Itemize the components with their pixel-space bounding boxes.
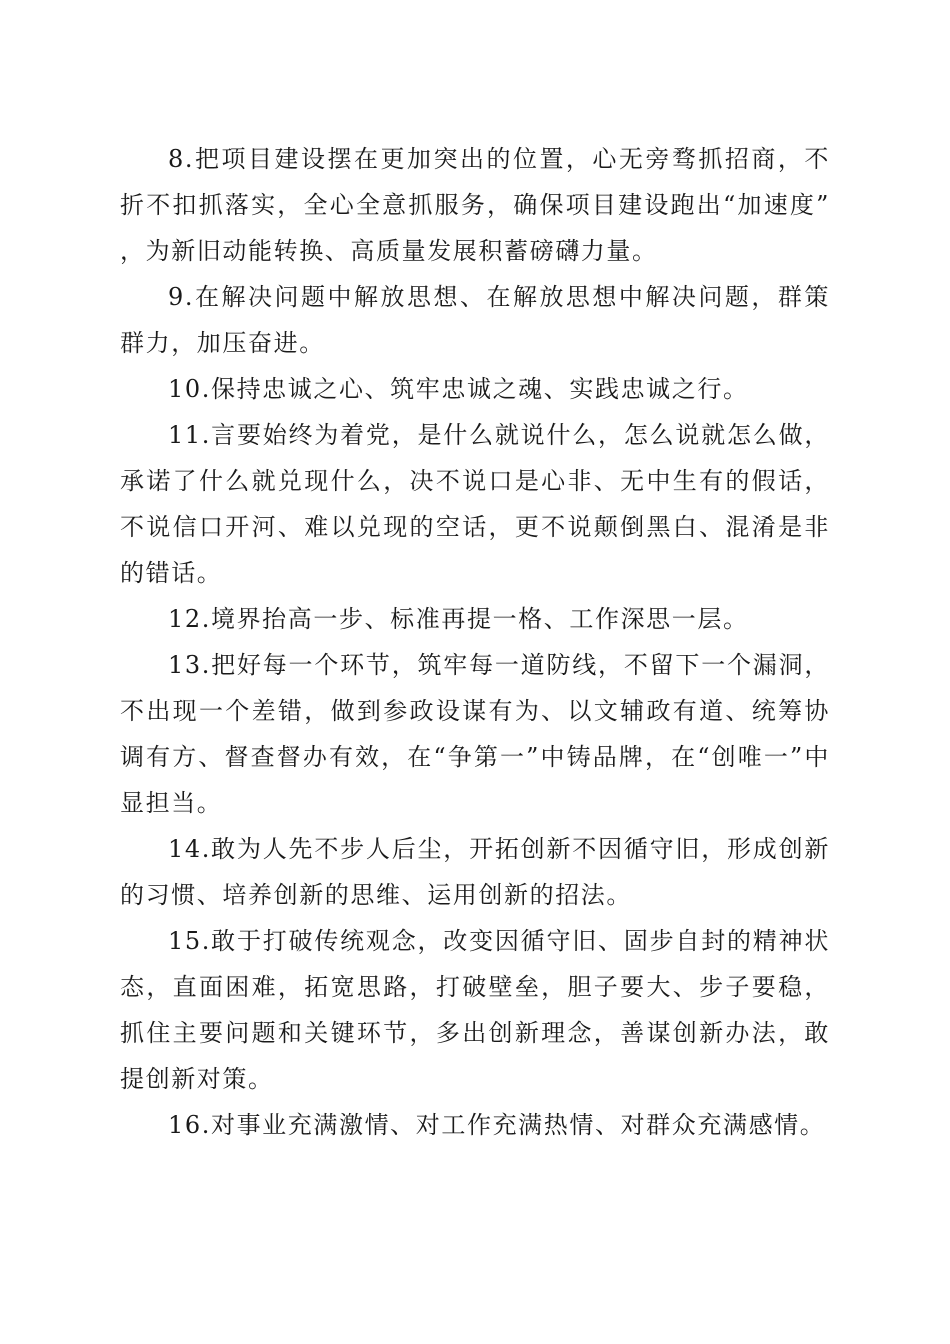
paragraph-13: 13.把好每一个环节，筑牢每一道防线，不留下一个漏洞，不出现一个差错，做到参政设谋有为、以文辅政有道、统筹协调有方、督查督办有效，在“争第一”中铸品牌，在“创唯一”中显担当。 xyxy=(120,651,830,817)
paragraph-15: 15.敢于打破传统观念，改变因循守旧、固步自封的精神状态，直面困难，拓宽思路，打破壁垒，胆子要大、步子要稳，抓住主要问题和关键环节，多出创新理念，善谋创新办法，敢提创新对策。 xyxy=(120,927,830,1093)
document-body xyxy=(120,136,830,1148)
paragraph-16: 16.对事业充满激情、对工作充满热情、对群众充满感情。 xyxy=(168,1111,826,1139)
paragraph-10: 10.保持忠诚之心、筑牢忠诚之魂、实践忠诚之行。 xyxy=(168,375,749,403)
paragraph-11: 11.言要始终为着党，是什么就说什么，怎么说就怎么做，承诺了什么就兑现什么，决不说口是心非、无中生有的假话，不说信口开河、难以兑现的空话，更不说颠倒黑白、混淆是非的错话。 xyxy=(120,421,830,587)
paragraph-8: 8.把项目建设摆在更加突出的位置，心无旁骛抓招商，不折不扣抓落实，全心全意抓服务，确保项目建设跑出“加速度”，为新旧动能转换、高质量发展积蓄磅礴力量。 xyxy=(120,145,830,265)
paragraph-12: 12.境界抬高一步、标准再提一格、工作深思一层。 xyxy=(168,605,749,633)
paragraph-14: 14.敢为人先不步人后尘，开拓创新不因循守旧，形成创新的习惯、培养创新的思维、运用创新的招法。 xyxy=(120,835,830,909)
paragraph-9: 9.在解决问题中解放思想、在解放思想中解决问题，群策群力，加压奋进。 xyxy=(120,283,830,357)
